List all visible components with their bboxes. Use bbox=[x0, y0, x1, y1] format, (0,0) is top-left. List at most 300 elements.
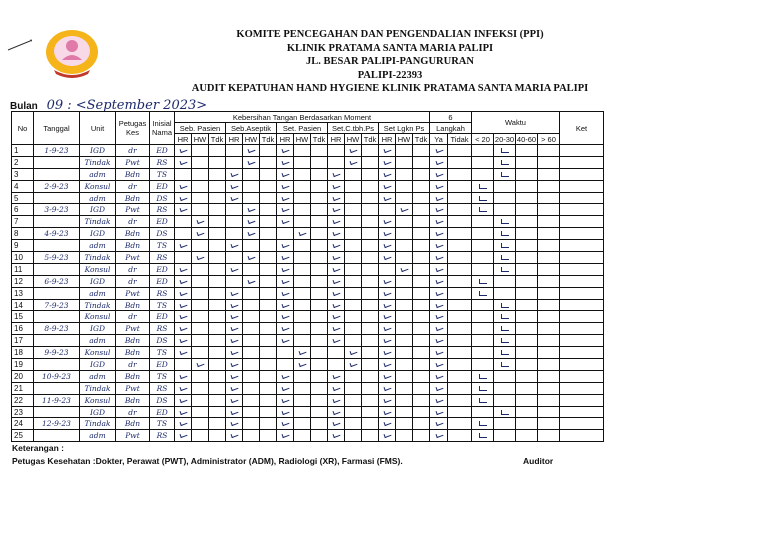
sub-header: HR bbox=[277, 134, 294, 145]
moment-cell bbox=[311, 406, 328, 418]
ket-cell bbox=[560, 275, 604, 287]
moment-cell bbox=[294, 335, 311, 347]
check-mark-icon bbox=[435, 159, 443, 165]
moment-cell bbox=[294, 180, 311, 192]
moment-cell bbox=[311, 192, 328, 204]
moment-cell bbox=[192, 430, 209, 442]
moment-cell bbox=[277, 418, 294, 430]
moment-cell bbox=[413, 204, 430, 216]
moment-cell bbox=[396, 299, 413, 311]
table-row bbox=[12, 323, 604, 335]
waktu-cell bbox=[472, 180, 494, 192]
check-mark-icon bbox=[230, 397, 238, 403]
check-mark-icon bbox=[383, 349, 391, 355]
langkah-cell bbox=[448, 192, 472, 204]
langkah-cell bbox=[448, 359, 472, 371]
moment-cell bbox=[294, 263, 311, 275]
moment-cell bbox=[311, 263, 328, 275]
check-mark-icon bbox=[501, 326, 509, 331]
petugas-cell bbox=[116, 192, 150, 204]
tanggal-cell bbox=[34, 323, 80, 335]
moment-cell bbox=[345, 192, 362, 204]
check-mark-icon bbox=[179, 385, 187, 391]
waktu-cell bbox=[494, 240, 516, 252]
moment-cell bbox=[345, 263, 362, 275]
moment-cell bbox=[396, 311, 413, 323]
moment-cell bbox=[226, 240, 243, 252]
ket-cell bbox=[560, 263, 604, 275]
inisial-cell-text: ED bbox=[156, 217, 168, 227]
table-row bbox=[12, 240, 604, 252]
check-mark-icon bbox=[332, 242, 340, 248]
unit-cell bbox=[80, 216, 116, 228]
table-row bbox=[12, 204, 604, 216]
moment-cell bbox=[311, 156, 328, 168]
moment-cell bbox=[396, 156, 413, 168]
row-number bbox=[12, 240, 34, 252]
langkah-cell bbox=[448, 228, 472, 240]
moment-cell bbox=[243, 382, 260, 394]
moment-cell bbox=[396, 145, 413, 157]
table-row bbox=[12, 156, 604, 168]
moment-cell bbox=[192, 335, 209, 347]
moment-cell bbox=[345, 204, 362, 216]
moment-cell bbox=[413, 252, 430, 264]
moment-set-pasien: Set. Pasien bbox=[277, 123, 328, 134]
moment-cell bbox=[328, 252, 345, 264]
moment-cell bbox=[413, 240, 430, 252]
moment-cell bbox=[175, 299, 192, 311]
moment-cell bbox=[311, 418, 328, 430]
moment-cell bbox=[328, 359, 345, 371]
moment-cell bbox=[260, 311, 277, 323]
moment-cell bbox=[311, 382, 328, 394]
waktu-cell bbox=[472, 347, 494, 359]
moment-cell bbox=[277, 240, 294, 252]
table-row bbox=[12, 418, 604, 430]
tanggal-cell bbox=[34, 240, 80, 252]
inisial-cell bbox=[150, 323, 175, 335]
tanggal-cell-text: 3-9-23 bbox=[44, 205, 69, 215]
langkah-cell bbox=[448, 168, 472, 180]
row-number bbox=[12, 299, 34, 311]
row-number-text: 9 bbox=[14, 241, 19, 251]
unit-cell-text: IGD bbox=[90, 229, 105, 239]
check-mark-icon bbox=[349, 159, 357, 165]
petugas-cell bbox=[116, 323, 150, 335]
moment-cell bbox=[209, 275, 226, 287]
row-number bbox=[12, 287, 34, 299]
moment-cell bbox=[294, 370, 311, 382]
moment-cell bbox=[277, 263, 294, 275]
check-mark-icon bbox=[332, 397, 340, 403]
moment-cell bbox=[243, 287, 260, 299]
check-mark-icon bbox=[230, 385, 238, 391]
check-mark-icon bbox=[501, 172, 509, 177]
moment-cell bbox=[175, 406, 192, 418]
row-number-text: 2 bbox=[14, 157, 19, 167]
moment-cell bbox=[396, 394, 413, 406]
row-number-text: 3 bbox=[14, 169, 19, 179]
tanggal-cell-text: 10-9-23 bbox=[42, 371, 71, 381]
check-mark-icon bbox=[479, 386, 487, 391]
moment-cell bbox=[260, 370, 277, 382]
moment-cell bbox=[226, 145, 243, 157]
moment-cell bbox=[379, 252, 396, 264]
inisial-cell-text: ED bbox=[156, 359, 168, 369]
waktu-cell bbox=[472, 406, 494, 418]
sub-header: Tdk bbox=[260, 134, 277, 145]
check-mark-icon bbox=[332, 230, 340, 236]
unit-cell-text: adm bbox=[89, 336, 106, 346]
waktu-cell bbox=[494, 216, 516, 228]
row-number-text: 21 bbox=[14, 383, 23, 393]
check-mark-icon bbox=[435, 420, 443, 426]
moment-cell bbox=[277, 156, 294, 168]
check-mark-icon bbox=[435, 313, 443, 319]
langkah-sub-header: Ya bbox=[430, 134, 448, 145]
waktu-cell bbox=[538, 394, 560, 406]
waktu-cell bbox=[516, 252, 538, 264]
moment-cell bbox=[226, 252, 243, 264]
moment-cell bbox=[175, 156, 192, 168]
moment-cell bbox=[379, 145, 396, 157]
check-mark-icon bbox=[479, 279, 487, 284]
inisial-cell bbox=[150, 275, 175, 287]
inisial-cell-text: ED bbox=[156, 181, 168, 191]
row-number-text: 18 bbox=[14, 348, 23, 358]
moment-cell bbox=[226, 359, 243, 371]
moment-cell bbox=[209, 216, 226, 228]
moment-cell bbox=[277, 168, 294, 180]
petugas-cell-text: Pwt bbox=[125, 324, 140, 334]
tanggal-cell bbox=[34, 263, 80, 275]
moment-cell bbox=[175, 252, 192, 264]
moment-cell bbox=[192, 252, 209, 264]
inisial-cell-text: RS bbox=[156, 383, 168, 393]
moment-cell bbox=[413, 275, 430, 287]
moment-cell bbox=[345, 418, 362, 430]
unit-cell-text: Konsul bbox=[84, 264, 111, 274]
row-number-text: 5 bbox=[14, 193, 19, 203]
moment-cell bbox=[294, 311, 311, 323]
waktu-cell bbox=[516, 287, 538, 299]
moment-cell bbox=[243, 192, 260, 204]
ket-cell bbox=[560, 430, 604, 442]
langkah-cell bbox=[448, 145, 472, 157]
check-mark-icon bbox=[281, 171, 289, 177]
check-mark-icon bbox=[281, 266, 289, 272]
waktu-cell bbox=[516, 335, 538, 347]
moment-cell bbox=[260, 156, 277, 168]
sub-header: Tdk bbox=[209, 134, 226, 145]
langkah-cell bbox=[448, 406, 472, 418]
moment-cell bbox=[396, 323, 413, 335]
check-mark-icon bbox=[479, 398, 487, 403]
moment-cell bbox=[209, 418, 226, 430]
unit-cell-text: IGD bbox=[90, 276, 105, 286]
moment-cell bbox=[379, 299, 396, 311]
table-row bbox=[12, 347, 604, 359]
moment-cell bbox=[243, 216, 260, 228]
waktu-cell bbox=[538, 287, 560, 299]
langkah-cell bbox=[430, 156, 448, 168]
check-mark-icon bbox=[383, 254, 391, 260]
langkah-cell bbox=[430, 145, 448, 157]
check-mark-icon bbox=[383, 325, 391, 331]
row-number bbox=[12, 323, 34, 335]
moment-cell bbox=[260, 418, 277, 430]
petugas-cell bbox=[116, 287, 150, 299]
tanggal-cell bbox=[34, 192, 80, 204]
moment-cell bbox=[277, 359, 294, 371]
moment-cell bbox=[379, 418, 396, 430]
table-row bbox=[12, 394, 604, 406]
waktu-cell bbox=[516, 145, 538, 157]
check-mark-icon bbox=[435, 195, 443, 201]
petugas-cell bbox=[116, 311, 150, 323]
moment-cell bbox=[345, 180, 362, 192]
waktu-cell bbox=[472, 394, 494, 406]
moment-cell bbox=[379, 216, 396, 228]
moment-cell bbox=[413, 335, 430, 347]
unit-cell-text: Konsul bbox=[84, 395, 111, 405]
check-mark-icon bbox=[435, 242, 443, 248]
moment-cell bbox=[260, 347, 277, 359]
waktu-cell bbox=[472, 204, 494, 216]
moment-cell bbox=[243, 156, 260, 168]
moment-cell bbox=[294, 430, 311, 442]
langkah-cell bbox=[430, 418, 448, 430]
col-no: No bbox=[12, 112, 34, 145]
check-mark-icon bbox=[383, 397, 391, 403]
row-number-text: 25 bbox=[14, 431, 23, 441]
unit-cell bbox=[80, 275, 116, 287]
petugas-cell bbox=[116, 168, 150, 180]
tanggal-cell bbox=[34, 204, 80, 216]
moment-cell bbox=[311, 168, 328, 180]
inisial-cell bbox=[150, 263, 175, 275]
moment-cell bbox=[396, 406, 413, 418]
check-mark-icon bbox=[501, 219, 509, 224]
moment-cell bbox=[379, 204, 396, 216]
check-mark-icon bbox=[435, 373, 443, 379]
moment-cell bbox=[209, 347, 226, 359]
tanggal-cell bbox=[34, 382, 80, 394]
waktu-cell bbox=[494, 287, 516, 299]
moment-cell bbox=[243, 240, 260, 252]
row-number-text: 16 bbox=[14, 324, 23, 334]
check-mark-icon bbox=[332, 206, 340, 212]
unit-cell bbox=[80, 263, 116, 275]
moment-cell bbox=[192, 168, 209, 180]
check-mark-icon bbox=[501, 314, 509, 319]
unit-cell-text: adm bbox=[89, 431, 106, 441]
table-row bbox=[12, 180, 604, 192]
header-line-4: PALIPI-22393 bbox=[357, 69, 423, 81]
table-row bbox=[12, 192, 604, 204]
moment-cell bbox=[243, 370, 260, 382]
check-mark-icon bbox=[196, 361, 204, 367]
waktu-cell bbox=[516, 275, 538, 287]
check-mark-icon bbox=[281, 302, 289, 308]
table-row bbox=[12, 335, 604, 347]
langkah-cell bbox=[430, 430, 448, 442]
row-number bbox=[12, 394, 34, 406]
petugas-cell-text: Bdn bbox=[124, 348, 141, 358]
row-number bbox=[12, 311, 34, 323]
langkah-cell bbox=[448, 299, 472, 311]
waktu-cell bbox=[538, 382, 560, 394]
moment-cell bbox=[362, 394, 379, 406]
row-number bbox=[12, 382, 34, 394]
moment-cell bbox=[345, 370, 362, 382]
check-mark-icon bbox=[435, 147, 443, 153]
row-number-text: 24 bbox=[14, 419, 23, 429]
moment-cell bbox=[328, 394, 345, 406]
moment-cell bbox=[413, 145, 430, 157]
waktu-cell bbox=[538, 299, 560, 311]
tanggal-cell bbox=[34, 180, 80, 192]
moment-cell bbox=[209, 156, 226, 168]
moment-cell bbox=[209, 204, 226, 216]
langkah-cell bbox=[430, 311, 448, 323]
check-mark-icon bbox=[281, 254, 289, 260]
moment-cell bbox=[277, 311, 294, 323]
petugas-cell bbox=[116, 335, 150, 347]
table-row bbox=[12, 275, 604, 287]
moment-cell bbox=[209, 311, 226, 323]
ket-cell bbox=[560, 252, 604, 264]
langkah-cell bbox=[448, 311, 472, 323]
moment-cell bbox=[175, 347, 192, 359]
moment-cell bbox=[345, 240, 362, 252]
moment-cell bbox=[413, 347, 430, 359]
check-mark-icon bbox=[230, 337, 238, 343]
row-number-text: 19 bbox=[14, 359, 23, 369]
moment-cell bbox=[277, 145, 294, 157]
petugas-cell-text: Pwt bbox=[125, 252, 140, 262]
moment-cell bbox=[311, 335, 328, 347]
inisial-cell bbox=[150, 335, 175, 347]
moment-cell bbox=[345, 394, 362, 406]
header-line-3: JL. BESAR PALIPI-PANGURURAN bbox=[306, 56, 474, 67]
check-mark-icon bbox=[349, 349, 357, 355]
check-mark-icon bbox=[383, 278, 391, 284]
audit-table bbox=[11, 111, 604, 442]
moment-cell bbox=[413, 299, 430, 311]
moment-cell bbox=[175, 168, 192, 180]
moment-cell bbox=[175, 311, 192, 323]
unit-cell-text: Tindak bbox=[84, 300, 111, 310]
tanggal-cell-text: 8-9-23 bbox=[44, 324, 69, 334]
moment-cell bbox=[192, 156, 209, 168]
waktu-cell bbox=[516, 263, 538, 275]
moment-cell bbox=[243, 228, 260, 240]
check-mark-icon bbox=[383, 337, 391, 343]
moment-cell bbox=[345, 323, 362, 335]
row-number-text: 4 bbox=[14, 181, 19, 191]
row-number bbox=[12, 370, 34, 382]
moment-cell bbox=[294, 252, 311, 264]
moment-cell bbox=[277, 216, 294, 228]
moment-cell bbox=[277, 323, 294, 335]
inisial-cell bbox=[150, 145, 175, 157]
waktu-cell bbox=[516, 323, 538, 335]
petugas-cell bbox=[116, 240, 150, 252]
waktu-cell bbox=[538, 335, 560, 347]
check-mark-icon bbox=[383, 242, 391, 248]
waktu-cell bbox=[538, 204, 560, 216]
check-mark-icon bbox=[298, 349, 306, 355]
moment-cell bbox=[209, 252, 226, 264]
check-mark-icon bbox=[230, 373, 238, 379]
waktu-cell bbox=[472, 216, 494, 228]
check-mark-icon bbox=[383, 373, 391, 379]
waktu-cell bbox=[472, 192, 494, 204]
check-mark-icon bbox=[196, 230, 204, 236]
moment-cell bbox=[192, 228, 209, 240]
inisial-cell-text: DS bbox=[156, 336, 168, 346]
moment-cell bbox=[328, 323, 345, 335]
moment-cell bbox=[413, 263, 430, 275]
moment-cell bbox=[328, 311, 345, 323]
row-number bbox=[12, 359, 34, 371]
moment-cell bbox=[277, 287, 294, 299]
moment-cell bbox=[192, 323, 209, 335]
moment-cell bbox=[294, 145, 311, 157]
petugas-cell-text: dr bbox=[128, 276, 137, 286]
moment-cell bbox=[362, 228, 379, 240]
moment-cell bbox=[243, 335, 260, 347]
moment-cell bbox=[379, 394, 396, 406]
moment-cell bbox=[226, 430, 243, 442]
inisial-cell bbox=[150, 406, 175, 418]
moment-cell bbox=[362, 156, 379, 168]
header bbox=[150, 28, 630, 82]
table-row bbox=[12, 287, 604, 299]
moment-cell bbox=[311, 204, 328, 216]
moment-cell bbox=[362, 180, 379, 192]
check-mark-icon bbox=[332, 302, 340, 308]
moment-cell bbox=[396, 382, 413, 394]
check-mark-icon bbox=[281, 373, 289, 379]
moment-cell bbox=[345, 406, 362, 418]
langkah-cell bbox=[430, 204, 448, 216]
waktu-cell bbox=[494, 180, 516, 192]
moment-cell bbox=[379, 240, 396, 252]
waktu-cell bbox=[538, 275, 560, 287]
unit-cell-text: adm bbox=[89, 371, 106, 381]
tanggal-cell-text: 4-9-23 bbox=[44, 229, 69, 239]
unit-cell-text: adm bbox=[89, 169, 106, 179]
ket-cell bbox=[560, 335, 604, 347]
check-mark-icon bbox=[383, 432, 391, 438]
waktu-cell bbox=[538, 168, 560, 180]
waktu-cell bbox=[494, 156, 516, 168]
check-mark-icon bbox=[435, 349, 443, 355]
moment-cell bbox=[209, 370, 226, 382]
ket-cell bbox=[560, 311, 604, 323]
moment-cell bbox=[192, 204, 209, 216]
moment-cell bbox=[379, 311, 396, 323]
moment-cell bbox=[345, 311, 362, 323]
moment-cell bbox=[209, 192, 226, 204]
ket-cell bbox=[560, 382, 604, 394]
moment-cell bbox=[226, 263, 243, 275]
moment-cell bbox=[294, 168, 311, 180]
petugas-cell bbox=[116, 252, 150, 264]
